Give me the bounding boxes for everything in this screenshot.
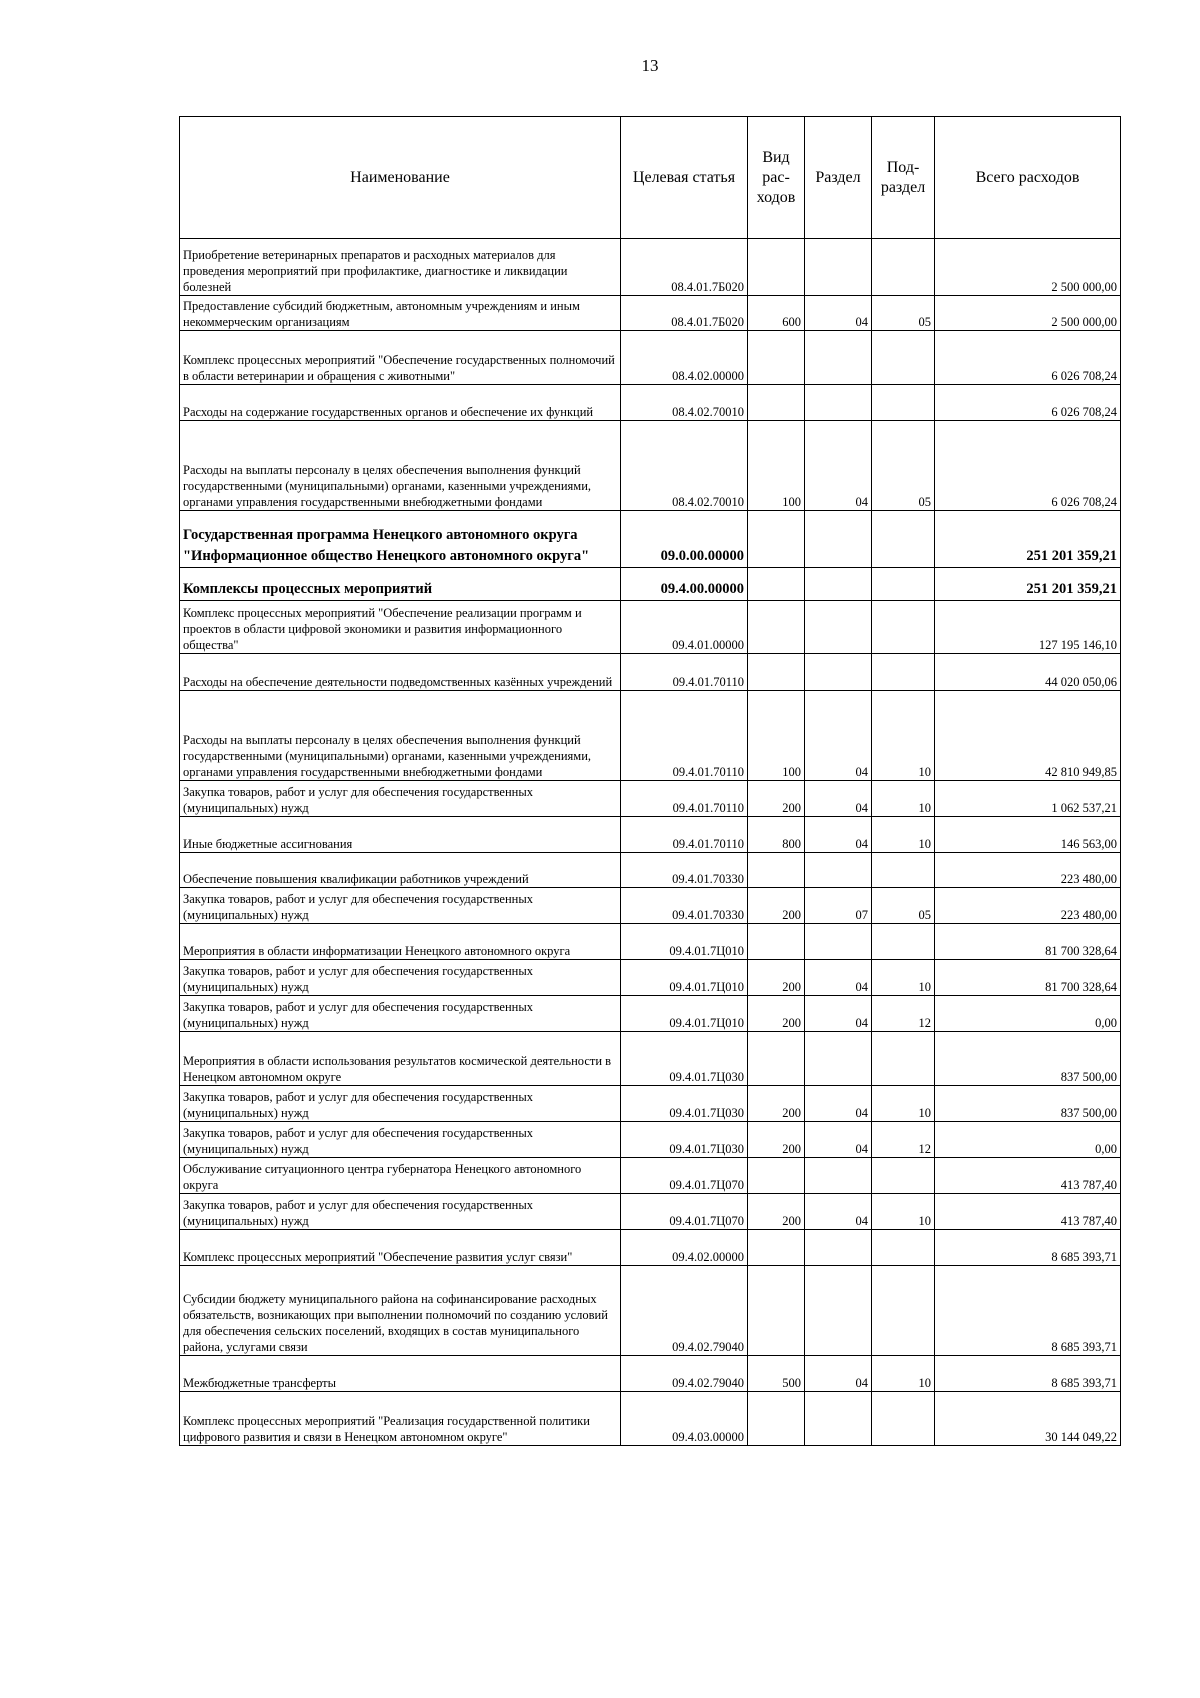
row-subsection: 10 xyxy=(872,781,935,817)
row-name: Субсидии бюджету муниципального района на софинансирование расходных обязательств, возникающих при выполнении полномочий по созданию условий для обеспечения сельских поселений, входящих в состав муниципального района, услугами связи xyxy=(180,1266,621,1356)
row-total: 837 500,00 xyxy=(935,1086,1121,1122)
header-code: Целевая статья xyxy=(621,117,748,239)
row-expense-type xyxy=(748,1230,805,1266)
row-code: 09.4.01.7Ц030 xyxy=(621,1086,748,1122)
table-row xyxy=(180,568,1121,601)
page-number: 13 xyxy=(641,56,659,75)
row-name: Приобретение ветеринарных препаратов и расходных материалов для проведения мероприятий при профилактике, диагностике и ликвидации болезней xyxy=(180,239,621,296)
table-row xyxy=(180,781,1121,817)
row-code: 09.4.01.70110 xyxy=(621,691,748,781)
row-section: 04 xyxy=(805,781,872,817)
row-section: 04 xyxy=(805,996,872,1032)
row-expense-type: 200 xyxy=(748,1086,805,1122)
row-section: 04 xyxy=(805,1194,872,1230)
row-name: Комплекс процессных мероприятий "Реализация государственной политики цифрового развития и связи в Ненецком автономном округе" xyxy=(180,1392,621,1446)
row-total: 6 026 708,24 xyxy=(935,385,1121,421)
row-name: Закупка товаров, работ и услуг для обеспечения государственных (муниципальных) нужд xyxy=(180,1086,621,1122)
row-expense-type: 200 xyxy=(748,781,805,817)
row-total: 127 195 146,10 xyxy=(935,601,1121,654)
row-name: Предоставление субсидий бюджетным, автономным учреждениям и иным некоммерческим организациям xyxy=(180,296,621,331)
row-expense-type: 200 xyxy=(748,1122,805,1158)
row-name: Расходы на выплаты персоналу в целях обеспечения выполнения функций государственными (муниципальными) органами, казенными учреждениями, органами управления государственными внебюджетными фондами xyxy=(180,421,621,511)
row-code: 09.4.01.70110 xyxy=(621,817,748,853)
row-name: Межбюджетные трансферты xyxy=(180,1356,621,1392)
row-code: 09.4.00.00000 xyxy=(621,568,748,601)
row-code: 09.4.02.79040 xyxy=(621,1266,748,1356)
row-section xyxy=(805,1230,872,1266)
row-code: 09.4.01.7Ц010 xyxy=(621,996,748,1032)
row-code: 08.4.01.7Б020 xyxy=(621,239,748,296)
row-section xyxy=(805,568,872,601)
row-name: Закупка товаров, работ и услуг для обеспечения государственных (муниципальных) нужд xyxy=(180,1194,621,1230)
row-subsection: 05 xyxy=(872,888,935,924)
header-total: Всего расходов xyxy=(935,117,1121,239)
row-code: 09.4.01.7Ц070 xyxy=(621,1158,748,1194)
row-code: 09.4.01.70330 xyxy=(621,853,748,888)
row-expense-type: 200 xyxy=(748,888,805,924)
row-code: 08.4.01.7Б020 xyxy=(621,296,748,331)
row-expense-type: 500 xyxy=(748,1356,805,1392)
row-section: 04 xyxy=(805,817,872,853)
table-row xyxy=(180,1392,1121,1446)
row-subsection xyxy=(872,1230,935,1266)
table-row xyxy=(180,654,1121,691)
row-section: 04 xyxy=(805,691,872,781)
row-name: Обеспечение повышения квалификации работников учреждений xyxy=(180,853,621,888)
row-code: 09.0.00.00000 xyxy=(621,511,748,568)
row-expense-type xyxy=(748,601,805,654)
row-section xyxy=(805,1158,872,1194)
row-expense-type xyxy=(748,1032,805,1086)
row-section xyxy=(805,654,872,691)
table-row xyxy=(180,239,1121,296)
row-total: 0,00 xyxy=(935,996,1121,1032)
row-name: Комплекс процессных мероприятий "Обеспечение государственных полномочий в области ветеринарии и обращения с животными" xyxy=(180,331,621,385)
row-section xyxy=(805,239,872,296)
row-code: 09.4.01.70330 xyxy=(621,888,748,924)
budget-table xyxy=(179,116,1121,1446)
row-total: 81 700 328,64 xyxy=(935,960,1121,996)
row-subsection xyxy=(872,1158,935,1194)
row-code: 08.4.02.00000 xyxy=(621,331,748,385)
row-code: 09.4.02.00000 xyxy=(621,1230,748,1266)
table-row xyxy=(180,1266,1121,1356)
row-total: 146 563,00 xyxy=(935,817,1121,853)
table-body xyxy=(180,239,1121,1446)
row-section xyxy=(805,331,872,385)
row-total: 251 201 359,21 xyxy=(935,511,1121,568)
row-expense-type xyxy=(748,1158,805,1194)
table-row xyxy=(180,331,1121,385)
row-subsection: 12 xyxy=(872,996,935,1032)
row-total: 8 685 393,71 xyxy=(935,1230,1121,1266)
row-name: Комплекс процессных мероприятий "Обеспечение развития услуг связи" xyxy=(180,1230,621,1266)
table-header-row xyxy=(180,117,1121,239)
row-subsection: 05 xyxy=(872,421,935,511)
row-section: 04 xyxy=(805,960,872,996)
row-subsection xyxy=(872,1392,935,1446)
table-row xyxy=(180,924,1121,960)
row-subsection xyxy=(872,239,935,296)
row-code: 09.4.01.7Ц030 xyxy=(621,1122,748,1158)
table-row xyxy=(180,888,1121,924)
row-total: 0,00 xyxy=(935,1122,1121,1158)
row-name: Закупка товаров, работ и услуг для обеспечения государственных (муниципальных) нужд xyxy=(180,781,621,817)
row-total: 2 500 000,00 xyxy=(935,239,1121,296)
row-section: 04 xyxy=(805,1122,872,1158)
row-total: 30 144 049,22 xyxy=(935,1392,1121,1446)
row-total: 6 026 708,24 xyxy=(935,421,1121,511)
row-code: 09.4.01.7Ц030 xyxy=(621,1032,748,1086)
row-subsection xyxy=(872,601,935,654)
row-subsection xyxy=(872,924,935,960)
table-row xyxy=(180,421,1121,511)
table-row xyxy=(180,853,1121,888)
table-row xyxy=(180,960,1121,996)
table-row xyxy=(180,1086,1121,1122)
row-code: 09.4.01.70110 xyxy=(621,781,748,817)
row-name: Иные бюджетные ассигнования xyxy=(180,817,621,853)
row-expense-type xyxy=(748,1266,805,1356)
row-total: 223 480,00 xyxy=(935,853,1121,888)
row-section: 04 xyxy=(805,296,872,331)
row-total: 6 026 708,24 xyxy=(935,331,1121,385)
row-total: 81 700 328,64 xyxy=(935,924,1121,960)
row-name: Расходы на выплаты персоналу в целях обеспечения выполнения функций государственными (муниципальными) органами, казенными учреждениями, органами управления государственными внебюджетными фондами xyxy=(180,691,621,781)
row-expense-type: 600 xyxy=(748,296,805,331)
row-section xyxy=(805,601,872,654)
row-total: 42 810 949,85 xyxy=(935,691,1121,781)
row-total: 413 787,40 xyxy=(935,1194,1121,1230)
row-subsection xyxy=(872,568,935,601)
row-name: Закупка товаров, работ и услуг для обеспечения государственных (муниципальных) нужд xyxy=(180,960,621,996)
row-subsection: 10 xyxy=(872,1356,935,1392)
row-section: 07 xyxy=(805,888,872,924)
row-section xyxy=(805,924,872,960)
row-total: 251 201 359,21 xyxy=(935,568,1121,601)
header-expense-type: Вид рас- ходов xyxy=(748,117,805,239)
row-name: Мероприятия в области информатизации Ненецкого автономного округа xyxy=(180,924,621,960)
row-name: Закупка товаров, работ и услуг для обеспечения государственных (муниципальных) нужд xyxy=(180,1122,621,1158)
row-subsection xyxy=(872,331,935,385)
row-code: 09.4.01.7Ц010 xyxy=(621,924,748,960)
table-row xyxy=(180,817,1121,853)
row-name: Расходы на обеспечение деятельности подведомственных казённых учреждений xyxy=(180,654,621,691)
row-subsection: 12 xyxy=(872,1122,935,1158)
row-section xyxy=(805,385,872,421)
row-subsection xyxy=(872,654,935,691)
row-name: Обслуживание ситуационного центра губернатора Ненецкого автономного округа xyxy=(180,1158,621,1194)
row-expense-type: 800 xyxy=(748,817,805,853)
row-total: 223 480,00 xyxy=(935,888,1121,924)
row-total: 413 787,40 xyxy=(935,1158,1121,1194)
row-expense-type xyxy=(748,331,805,385)
row-expense-type xyxy=(748,654,805,691)
row-code: 09.4.02.79040 xyxy=(621,1356,748,1392)
row-expense-type xyxy=(748,853,805,888)
row-section xyxy=(805,1266,872,1356)
row-total: 44 020 050,06 xyxy=(935,654,1121,691)
row-expense-type xyxy=(748,385,805,421)
row-expense-type xyxy=(748,568,805,601)
row-expense-type: 100 xyxy=(748,421,805,511)
row-code: 09.4.01.00000 xyxy=(621,601,748,654)
table-row xyxy=(180,385,1121,421)
table-row xyxy=(180,296,1121,331)
row-code: 08.4.02.70010 xyxy=(621,385,748,421)
table-row xyxy=(180,1032,1121,1086)
row-section xyxy=(805,1392,872,1446)
row-subsection: 10 xyxy=(872,1194,935,1230)
header-subsection: Под- раздел xyxy=(872,117,935,239)
row-expense-type: 100 xyxy=(748,691,805,781)
table-row xyxy=(180,1194,1121,1230)
header-name: Наименование xyxy=(180,117,621,239)
row-subsection xyxy=(872,385,935,421)
row-expense-type: 200 xyxy=(748,1194,805,1230)
row-section xyxy=(805,853,872,888)
row-name: Государственная программа Ненецкого автономного округа "Информационное общество Ненецкого автономного округа" xyxy=(180,511,621,568)
row-subsection: 10 xyxy=(872,817,935,853)
row-name: Закупка товаров, работ и услуг для обеспечения государственных (муниципальных) нужд xyxy=(180,888,621,924)
table-row xyxy=(180,511,1121,568)
row-total: 837 500,00 xyxy=(935,1032,1121,1086)
row-subsection xyxy=(872,853,935,888)
row-subsection xyxy=(872,511,935,568)
table-row xyxy=(180,601,1121,654)
table-row xyxy=(180,1356,1121,1392)
row-total: 8 685 393,71 xyxy=(935,1356,1121,1392)
row-section xyxy=(805,1032,872,1086)
row-name: Комплекс процессных мероприятий "Обеспечение реализации программ и проектов в области цифровой экономики и развития информационного общества" xyxy=(180,601,621,654)
row-name: Закупка товаров, работ и услуг для обеспечения государственных (муниципальных) нужд xyxy=(180,996,621,1032)
row-expense-type xyxy=(748,239,805,296)
row-subsection xyxy=(872,1266,935,1356)
row-subsection: 10 xyxy=(872,691,935,781)
row-code: 09.4.01.7Ц010 xyxy=(621,960,748,996)
row-subsection: 05 xyxy=(872,296,935,331)
table-row xyxy=(180,691,1121,781)
row-code: 09.4.01.70110 xyxy=(621,654,748,691)
row-total: 2 500 000,00 xyxy=(935,296,1121,331)
table-row xyxy=(180,996,1121,1032)
row-section: 04 xyxy=(805,421,872,511)
row-expense-type xyxy=(748,1392,805,1446)
row-section: 04 xyxy=(805,1356,872,1392)
row-subsection xyxy=(872,1032,935,1086)
table-row xyxy=(180,1230,1121,1266)
row-name: Мероприятия в области использования результатов космической деятельности в Ненецком автономном округе xyxy=(180,1032,621,1086)
row-expense-type: 200 xyxy=(748,996,805,1032)
row-name: Расходы на содержание государственных органов и обеспечение их функций xyxy=(180,385,621,421)
table-row xyxy=(180,1158,1121,1194)
row-code: 09.4.01.7Ц070 xyxy=(621,1194,748,1230)
row-total: 1 062 537,21 xyxy=(935,781,1121,817)
row-code: 08.4.02.70010 xyxy=(621,421,748,511)
row-section: 04 xyxy=(805,1086,872,1122)
table-row xyxy=(180,1122,1121,1158)
row-section xyxy=(805,511,872,568)
header-section: Раздел xyxy=(805,117,872,239)
row-name: Комплексы процессных мероприятий xyxy=(180,568,621,601)
row-total: 8 685 393,71 xyxy=(935,1266,1121,1356)
row-expense-type xyxy=(748,511,805,568)
row-expense-type xyxy=(748,924,805,960)
row-code: 09.4.03.00000 xyxy=(621,1392,748,1446)
row-subsection: 10 xyxy=(872,960,935,996)
row-expense-type: 200 xyxy=(748,960,805,996)
row-subsection: 10 xyxy=(872,1086,935,1122)
